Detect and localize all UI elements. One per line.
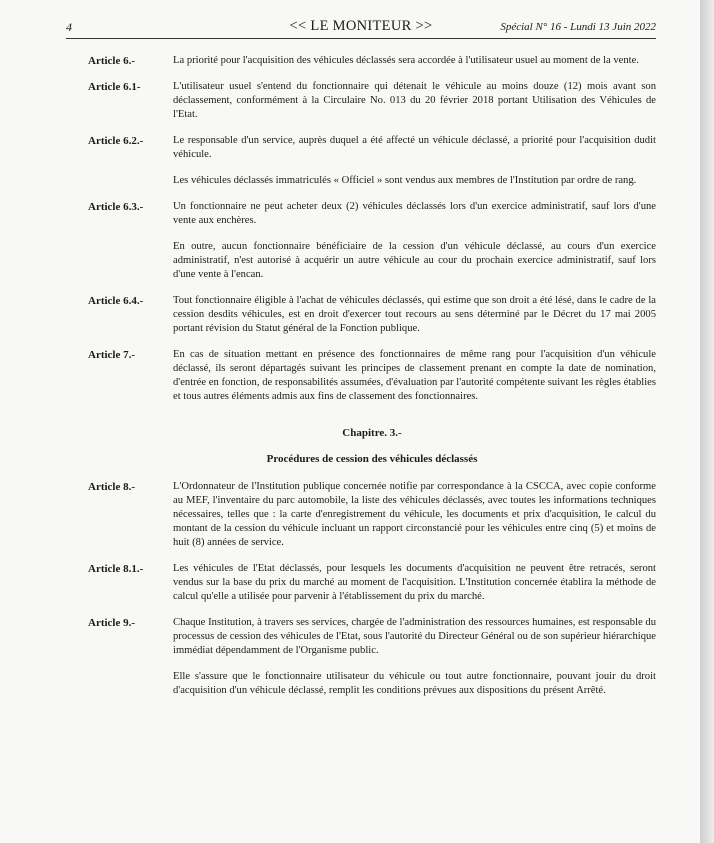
article-paragraph: L'utilisateur usuel s'entend du fonctionnaire qui détenait le véhicule au moins douze (12) mois avant son déclassement, conformément à la Circulaire No. 013 du 20 février 2018 portant Utilisation des Véhicules de l'Etat. xyxy=(173,81,656,120)
article-label: Article 6.- xyxy=(88,55,136,67)
article-paragraph: En cas de situation mettant en présence des fonctionnaires de même rang pour l'acquisition d'un véhicule déclassé, ils seront départagés suivant les principes de classement prenant en compte la date de nomination, d'entrée en fonction, de responsabilités assumées, d'évaluation par l'autorité compétente suivant les règles établies et tous autres éléments admis aux fins de classement des fonctionnaires. xyxy=(173,349,656,402)
article-text xyxy=(173,616,656,698)
article-text xyxy=(173,134,656,188)
article-row xyxy=(88,200,656,282)
article-paragraph: En outre, aucun fonctionnaire bénéficiaire de la cession d'un véhicule déclassé, au cours d'un exercice administratif, n'est autorisé à acquérir un autre véhicule au cour du prochain exercice administratif, sauf lors d'une vente à l'encan. xyxy=(173,241,656,280)
article-text xyxy=(173,294,656,336)
article-row xyxy=(88,134,656,188)
article-text xyxy=(173,480,656,550)
article-row xyxy=(88,294,656,336)
article-paragraph: Un fonctionnaire ne peut acheter deux (2) véhicules déclassés lors d'un exercice administratif, sauf lors d'une vente aux enchères. xyxy=(173,201,656,226)
article-paragraph: Les véhicules déclassés immatriculés « Officiel » sont vendus aux membres de l'Institution par ordre de rang. xyxy=(173,175,637,186)
article-text xyxy=(173,562,656,604)
article-row xyxy=(88,80,656,122)
articles-section-1 xyxy=(88,54,656,404)
article-row xyxy=(88,562,656,604)
article-text xyxy=(173,348,656,404)
article-label: Article 6.2.- xyxy=(88,135,144,147)
article-text xyxy=(173,54,656,68)
article-paragraph: Tout fonctionnaire éligible à l'achat de véhicules déclassés, qui estime que son droit a été lésé, dans le cadre de la cession desdits véhicules, est en droit d'exercer tout recours au sens déterminé par le Décret du 17 mai 2005 portant révision du Statut général de la Fonction publique. xyxy=(173,295,656,334)
page-number: 4 xyxy=(66,20,72,34)
page-header xyxy=(66,18,656,39)
publication-title: << LE MONITEUR >> xyxy=(289,18,433,34)
articles-section-2 xyxy=(88,480,656,698)
article-row xyxy=(88,54,656,68)
article-paragraph: Elle s'assure que le fonctionnaire utilisateur du véhicule ou tout autre fonctionnaire, pouvant jouir du droit d'acquisition d'un véhicule déclassé, remplit les conditions prévues aux dispositions du présent Arrêté. xyxy=(173,671,656,696)
article-label: Article 7.- xyxy=(88,349,136,361)
issue-info: Spécial N° 16 - Lundi 13 Juin 2022 xyxy=(500,21,656,33)
article-paragraph: L'Ordonnateur de l'Institution publique concernée notifie par correspondance à la CSCCA, avec copie conforme au MEF, l'inventaire du parc automobile, la liste des véhicules déclassés, avec toutes les informations techniques nécessaires, telles que : la carte d'enregistrement du véhicule, les documents et prix d'acquisition, le calcul du montant de la cession du véhicule incluant un rapport circonstancié pour les véhicules entre cinq (5) et moins de huit (8) années de service. xyxy=(173,481,656,548)
page-edge xyxy=(700,0,714,843)
article-row xyxy=(88,348,656,404)
chapter-subtitle: Procédures de cession des véhicules déclassés xyxy=(266,453,478,465)
article-label: Article 9.- xyxy=(88,617,136,629)
document-body xyxy=(88,54,656,710)
chapter-title: Chapitre. 3.- xyxy=(342,427,402,439)
article-paragraph: Les véhicules de l'Etat déclassés, pour lesquels les documents d'acquisition ne peuvent être retracés, seront vendus sur la base du prix du marché au moment de l'acquisition. L'Institution concernée établira la méthode de calcul qu'elle a utilisée pour parvenir à l'établissement du prix du marché. xyxy=(173,563,656,602)
article-row xyxy=(88,480,656,550)
article-label: Article 6.4.- xyxy=(88,295,144,307)
article-label: Article 8.1.- xyxy=(88,563,144,575)
article-paragraph: Le responsable d'un service, auprès duquel a été affecté un véhicule déclassé, a priorité pour l'acquisition dudit véhicule. xyxy=(173,135,656,160)
article-text xyxy=(173,80,656,122)
article-paragraph: La priorité pour l'acquisition des véhicules déclassés sera accordée à l'utilisateur usuel au moment de la vente. xyxy=(173,55,639,66)
article-text xyxy=(173,200,656,282)
article-paragraph: Chaque Institution, à travers ses services, chargée de l'administration des ressources humaines, est responsable du processus de cession des véhicules de l'Etat, sous l'autorité du Directeur Général ou de son supérieur hiérarchique immédiat dépendamment de l'Organisme public. xyxy=(173,617,656,656)
article-row xyxy=(88,616,656,698)
article-label: Article 8.- xyxy=(88,481,136,493)
article-label: Article 6.1- xyxy=(88,81,141,93)
article-label: Article 6.3.- xyxy=(88,201,144,213)
